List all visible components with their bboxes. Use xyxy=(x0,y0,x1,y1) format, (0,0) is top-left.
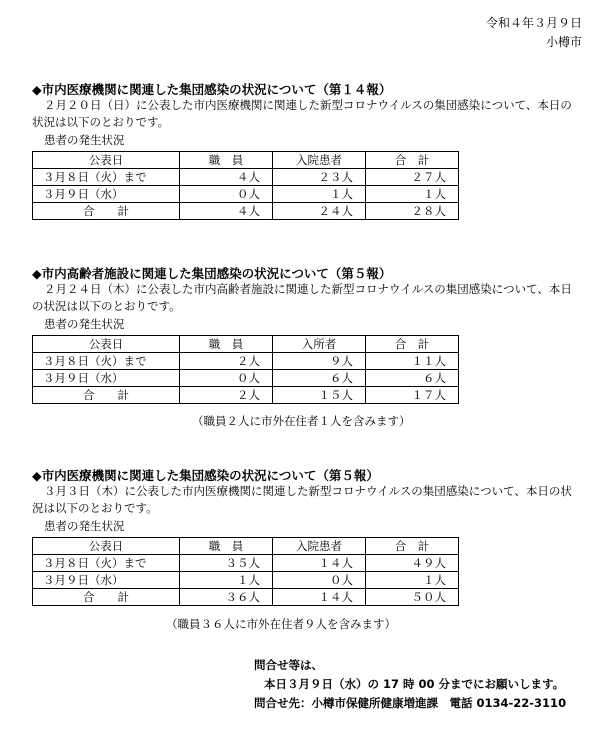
section-body: ２月２０日（日）に公表した市内医療機関に関連した新型コロナウイルスの集団感染について、本日の状況は以下のとおりです。 xyxy=(32,98,572,129)
row-date: ３月９日（水） xyxy=(33,572,180,589)
row-date: ３月８日（火）まで xyxy=(33,353,180,370)
table-row xyxy=(33,169,459,186)
total-staff: ４人 xyxy=(180,203,273,220)
contact-block xyxy=(254,656,566,713)
row-patients: １人 xyxy=(273,186,366,203)
table-total-row xyxy=(33,387,459,404)
row-staff: ０人 xyxy=(180,370,273,387)
col-header: 合 計 xyxy=(366,538,459,555)
section-title: ◆市内高齢者施設に関連した集団感染の状況について（第５報） xyxy=(32,266,392,281)
table-total-row xyxy=(33,203,459,220)
total-staff: ３６人 xyxy=(180,589,273,606)
col-header: 公表日 xyxy=(33,152,180,169)
row-staff: ４人 xyxy=(180,169,273,186)
total-label: 合 計 xyxy=(33,203,180,220)
table-row xyxy=(33,555,459,572)
row-date: ３月９日（水） xyxy=(33,370,180,387)
row-patients: ２３人 xyxy=(273,169,366,186)
row-residents: ６人 xyxy=(273,370,366,387)
table-header-row xyxy=(33,152,459,169)
col-header: 職 員 xyxy=(180,538,273,555)
table-header-row xyxy=(33,538,459,555)
col-header: 職 員 xyxy=(180,336,273,353)
document-header xyxy=(486,14,582,52)
table-row xyxy=(33,572,459,589)
total-label: 合 計 xyxy=(33,589,180,606)
col-header: 合 計 xyxy=(366,152,459,169)
row-total: １１人 xyxy=(366,353,459,370)
col-header: 公表日 xyxy=(33,538,180,555)
total-residents: １５人 xyxy=(273,387,366,404)
table-row xyxy=(33,353,459,370)
table-total-row xyxy=(33,589,459,606)
table-caption: 患者の発生状況 xyxy=(44,519,125,533)
total-patients: １４人 xyxy=(273,589,366,606)
table-caption: 患者の発生状況 xyxy=(44,317,125,331)
table-header-row xyxy=(33,336,459,353)
row-patients: ０人 xyxy=(273,572,366,589)
total-sum: ２８人 xyxy=(366,203,459,220)
section-title: ◆市内医療機関に関連した集団感染の状況について（第５報） xyxy=(32,468,379,483)
patient-table xyxy=(32,537,459,606)
row-staff: ２人 xyxy=(180,353,273,370)
row-staff: １人 xyxy=(180,572,273,589)
contact-heading: 問合せ等は、 xyxy=(254,658,323,672)
row-total: ６人 xyxy=(366,370,459,387)
section-body: ２月２４日（木）に公表した市内高齢者施設に関連した新型コロナウイルスの集団感染について、本日の状況は以下のとおりです。 xyxy=(32,282,572,313)
col-header: 合 計 xyxy=(366,336,459,353)
row-date: ３月９日（水） xyxy=(33,186,180,203)
table-row xyxy=(33,186,459,203)
total-label: 合 計 xyxy=(33,387,180,404)
section-title: ◆市内医療機関に関連した集団感染の状況について（第１４報） xyxy=(32,82,392,97)
row-residents: ９人 xyxy=(273,353,366,370)
row-total: ４９人 xyxy=(366,555,459,572)
table-note: （職員３６人に市外在住者９人を含みます） xyxy=(166,617,396,631)
col-header: 職 員 xyxy=(180,152,273,169)
table-caption: 患者の発生状況 xyxy=(44,133,125,147)
table-row xyxy=(33,370,459,387)
contact-deadline: 本日３月９日（水）の 17 時 00 分までにお願いします。 xyxy=(264,677,565,691)
row-staff: ３５人 xyxy=(180,555,273,572)
total-patients: ２４人 xyxy=(273,203,366,220)
table-note: （職員２人に市外在住者１人を含みます） xyxy=(192,414,411,428)
row-date: ３月８日（火）まで xyxy=(33,169,180,186)
col-header: 入所者 xyxy=(273,336,366,353)
contact-info: 問合せ先：小樽市保健所健康増進課 電話 0134-22-3110 xyxy=(254,696,567,710)
total-sum: ５０人 xyxy=(366,589,459,606)
row-total: １人 xyxy=(366,572,459,589)
section-body: ３月３日（木）に公表した市内医療機関に関連した新型コロナウイルスの集団感染について、本日の状況は以下のとおりです。 xyxy=(32,484,572,515)
row-total: ２７人 xyxy=(366,169,459,186)
total-sum: １７人 xyxy=(366,387,459,404)
row-date: ３月８日（火）まで xyxy=(33,555,180,572)
row-patients: １４人 xyxy=(273,555,366,572)
issue-date: 令和４年３月９日 xyxy=(485,16,582,30)
patient-table xyxy=(32,151,459,220)
patient-table xyxy=(32,335,459,404)
row-total: １人 xyxy=(366,186,459,203)
total-staff: ２人 xyxy=(180,387,273,404)
issuer-city: 小樽市 xyxy=(545,35,582,49)
col-header: 公表日 xyxy=(33,336,180,353)
row-staff: ０人 xyxy=(180,186,273,203)
col-header: 入院患者 xyxy=(273,152,366,169)
col-header: 入院患者 xyxy=(273,538,366,555)
